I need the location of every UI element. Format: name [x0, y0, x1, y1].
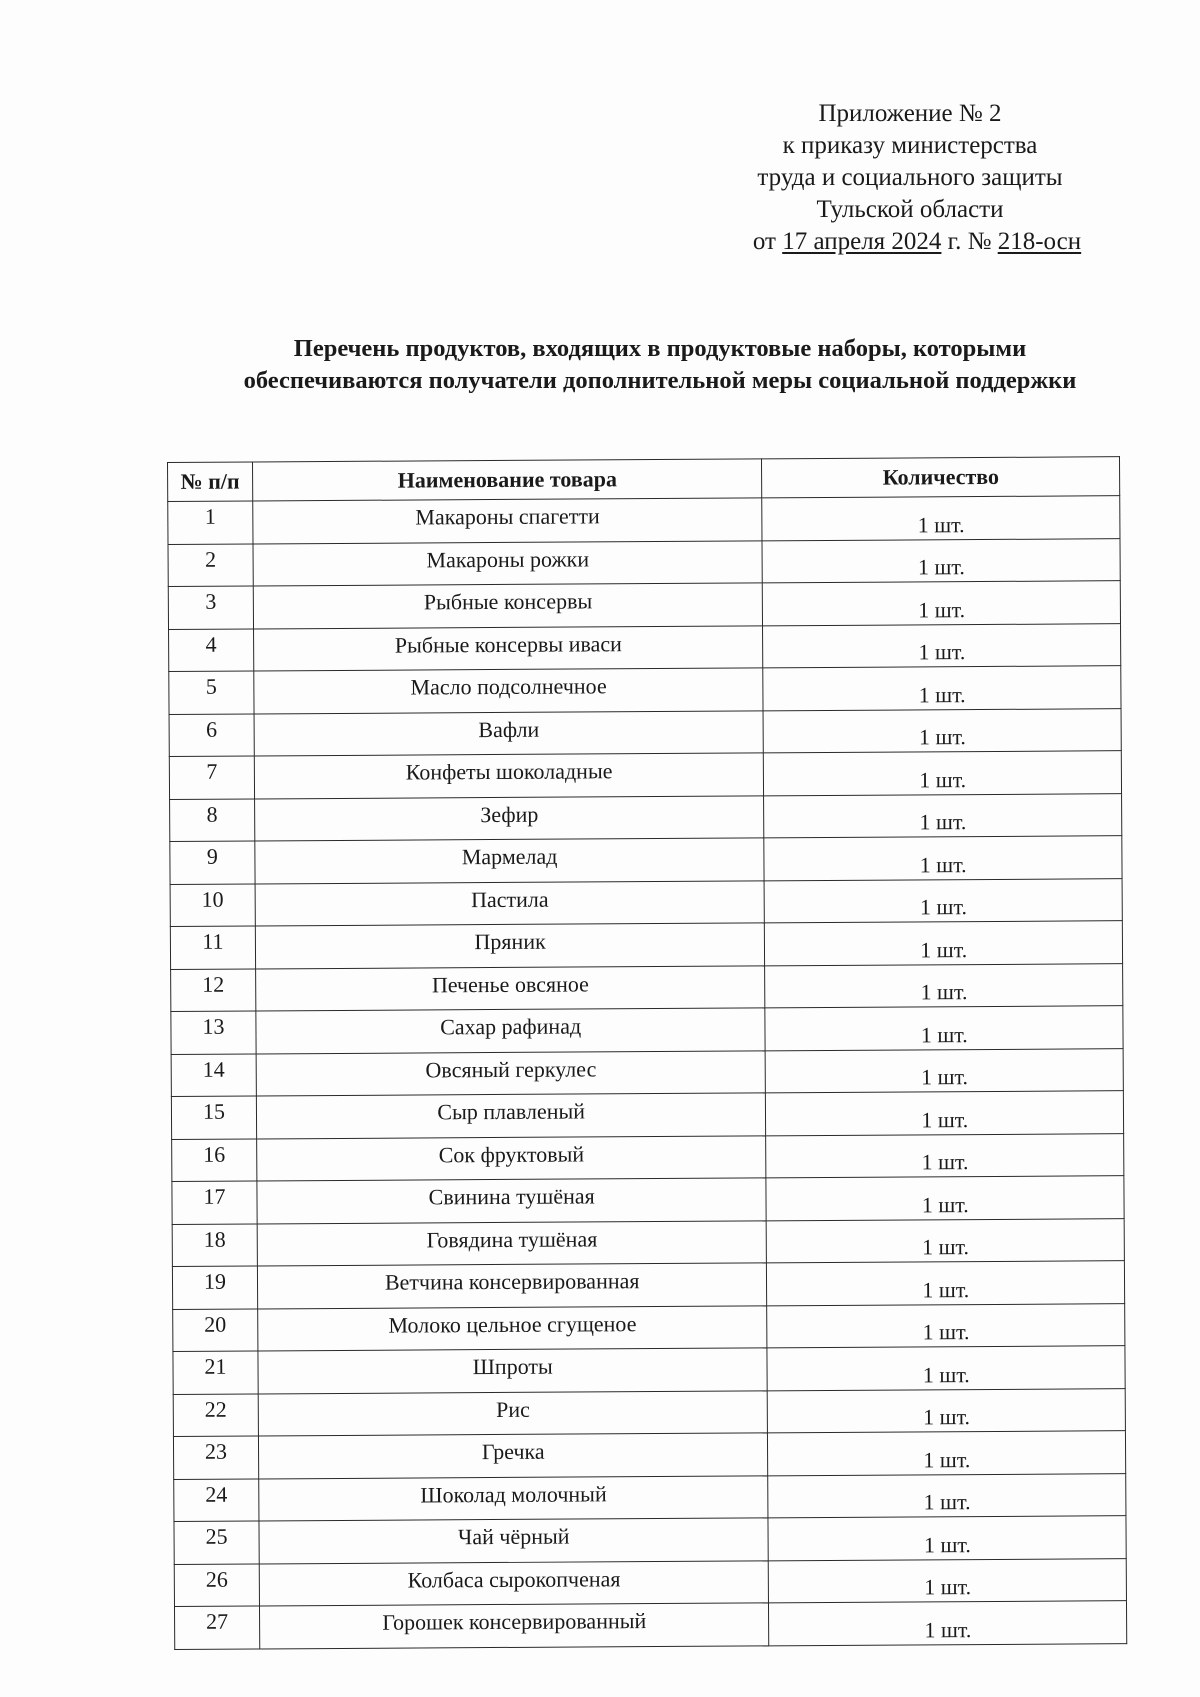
row-number: 17 — [172, 1181, 257, 1224]
appendix-date-line — [704, 226, 1130, 258]
table-row — [170, 921, 1122, 969]
product-quantity: 1 шт. — [764, 836, 1122, 881]
product-quantity: 1 шт. — [764, 793, 1122, 838]
appendix-header — [690, 98, 1130, 258]
table-row — [171, 1006, 1123, 1054]
appendix-ministry: труда и социального защиты — [757, 164, 1063, 191]
document-title: Перечень продуктов, входящих в продуктовые наборы, которыми обеспечиваются получатели дополнительной меры социальной поддержки — [243, 335, 1077, 394]
product-name: Макароны рожки — [253, 540, 763, 586]
product-name: Рыбные консервы — [253, 583, 763, 629]
product-name: Свинина тушёная — [257, 1178, 767, 1224]
product-quantity: 1 шт. — [763, 708, 1121, 753]
date-prefix: от — [752, 228, 783, 255]
row-number: 18 — [172, 1223, 257, 1266]
row-number: 15 — [171, 1096, 256, 1139]
table-row — [174, 1558, 1126, 1606]
product-name: Зефир — [254, 795, 764, 841]
table-row — [174, 1516, 1126, 1564]
product-name: Макароны спагетти — [253, 498, 763, 544]
product-name: Масло подсолнечное — [254, 668, 764, 714]
product-quantity: 1 шт. — [762, 496, 1120, 541]
header-number: № п/п — [168, 462, 253, 502]
header-name: Наименование товара — [252, 459, 762, 501]
row-number: 21 — [173, 1351, 258, 1394]
product-quantity: 1 шт. — [762, 538, 1120, 583]
row-number: 3 — [168, 586, 253, 629]
table-row — [173, 1303, 1125, 1351]
product-quantity: 1 шт. — [765, 963, 1123, 1008]
row-number: 7 — [169, 756, 254, 799]
product-quantity: 1 шт. — [767, 1346, 1125, 1391]
product-name: Чай чёрный — [259, 1518, 769, 1564]
table-row — [169, 751, 1121, 799]
products-table — [167, 456, 1127, 1649]
product-name: Конфеты шоколадные — [254, 753, 764, 799]
product-quantity: 1 шт. — [763, 581, 1121, 626]
table-row — [168, 538, 1120, 586]
table-row — [170, 836, 1122, 884]
table-row — [171, 1091, 1123, 1139]
table-row — [168, 496, 1120, 544]
product-name: Говядина тушёная — [257, 1220, 767, 1266]
product-name: Колбаса сырокопченая — [259, 1560, 769, 1606]
table-row — [169, 666, 1121, 714]
order-date: 17 апреля 2024 — [782, 228, 942, 255]
row-number: 25 — [174, 1521, 259, 1564]
product-name: Мармелад — [255, 838, 765, 884]
product-quantity: 1 шт. — [763, 623, 1121, 668]
table-row — [172, 1133, 1124, 1181]
product-name: Горошек консервированный — [259, 1603, 769, 1649]
product-name: Сок фруктовый — [257, 1135, 767, 1181]
table-row — [172, 1261, 1124, 1309]
row-number: 22 — [173, 1393, 258, 1436]
product-quantity: 1 шт. — [767, 1261, 1125, 1306]
row-number: 12 — [171, 968, 256, 1011]
table-row — [169, 708, 1121, 756]
appendix-order-ref: к приказу министерства — [782, 132, 1038, 159]
product-name: Молоко цельное сгущеное — [258, 1305, 768, 1351]
product-quantity: 1 шт. — [767, 1218, 1125, 1263]
product-quantity: 1 шт. — [768, 1516, 1126, 1561]
number-prefix: г. № — [941, 228, 998, 255]
table-row — [170, 878, 1122, 926]
row-number: 16 — [172, 1138, 257, 1181]
product-quantity: 1 шт. — [766, 1176, 1124, 1221]
product-name: Шоколад молочный — [259, 1475, 769, 1521]
appendix-number: Приложение № 2 — [818, 100, 1002, 127]
product-quantity: 1 шт. — [766, 1133, 1124, 1178]
product-quantity: 1 шт. — [769, 1601, 1127, 1646]
row-number: 27 — [174, 1606, 259, 1649]
product-name: Пряник — [255, 923, 765, 969]
table-row — [170, 793, 1122, 841]
product-quantity: 1 шт. — [768, 1388, 1126, 1433]
table-row — [174, 1601, 1126, 1649]
product-name: Вафли — [254, 710, 764, 756]
product-name: Печенье овсяное — [256, 965, 766, 1011]
row-number: 5 — [169, 671, 254, 714]
product-quantity: 1 шт. — [763, 666, 1121, 711]
row-number: 26 — [174, 1563, 259, 1606]
product-name: Пастила — [255, 880, 765, 926]
row-number: 1 — [168, 501, 253, 544]
product-quantity: 1 шт. — [765, 921, 1123, 966]
table-row — [174, 1473, 1126, 1521]
table-row — [169, 623, 1121, 671]
product-name: Гречка — [258, 1433, 768, 1479]
row-number: 13 — [171, 1011, 256, 1054]
product-name: Овсяный геркулес — [256, 1050, 766, 1096]
row-number: 11 — [170, 926, 255, 969]
table-row — [173, 1431, 1125, 1479]
product-quantity: 1 шт. — [769, 1558, 1127, 1603]
product-quantity: 1 шт. — [768, 1473, 1126, 1518]
product-name: Сахар рафинад — [256, 1008, 766, 1054]
row-number: 20 — [173, 1308, 258, 1351]
row-number: 24 — [174, 1478, 259, 1521]
table-row — [171, 1048, 1123, 1096]
appendix-region: Тульской области — [816, 196, 1004, 223]
product-quantity: 1 шт. — [767, 1303, 1125, 1348]
table-row — [168, 581, 1120, 629]
product-quantity: 1 шт. — [764, 751, 1122, 796]
row-number: 10 — [170, 883, 255, 926]
table-row — [171, 963, 1123, 1011]
row-number: 6 — [169, 713, 254, 756]
row-number: 14 — [171, 1053, 256, 1096]
product-name: Рис — [258, 1390, 768, 1436]
product-quantity: 1 шт. — [766, 1048, 1124, 1093]
product-quantity: 1 шт. — [766, 1091, 1124, 1136]
table-row — [173, 1388, 1125, 1436]
product-name: Рыбные консервы иваси — [253, 625, 763, 671]
product-quantity: 1 шт. — [765, 1006, 1123, 1051]
table-row — [173, 1346, 1125, 1394]
header-quantity: Количество — [762, 457, 1120, 498]
table-row — [172, 1176, 1124, 1224]
product-quantity: 1 шт. — [768, 1431, 1126, 1476]
row-number: 23 — [173, 1436, 258, 1479]
product-name: Ветчина консервированная — [257, 1263, 767, 1309]
row-number: 2 — [168, 543, 253, 586]
table-header-row — [168, 457, 1120, 502]
product-name: Сыр плавленый — [256, 1093, 766, 1139]
table-row — [172, 1218, 1124, 1266]
order-number: 218-осн — [997, 228, 1082, 255]
product-name: Шпроты — [258, 1348, 768, 1394]
row-number: 19 — [172, 1266, 257, 1309]
row-number: 9 — [170, 841, 255, 884]
row-number: 8 — [170, 798, 255, 841]
product-quantity: 1 шт. — [765, 878, 1123, 923]
row-number: 4 — [169, 628, 254, 671]
